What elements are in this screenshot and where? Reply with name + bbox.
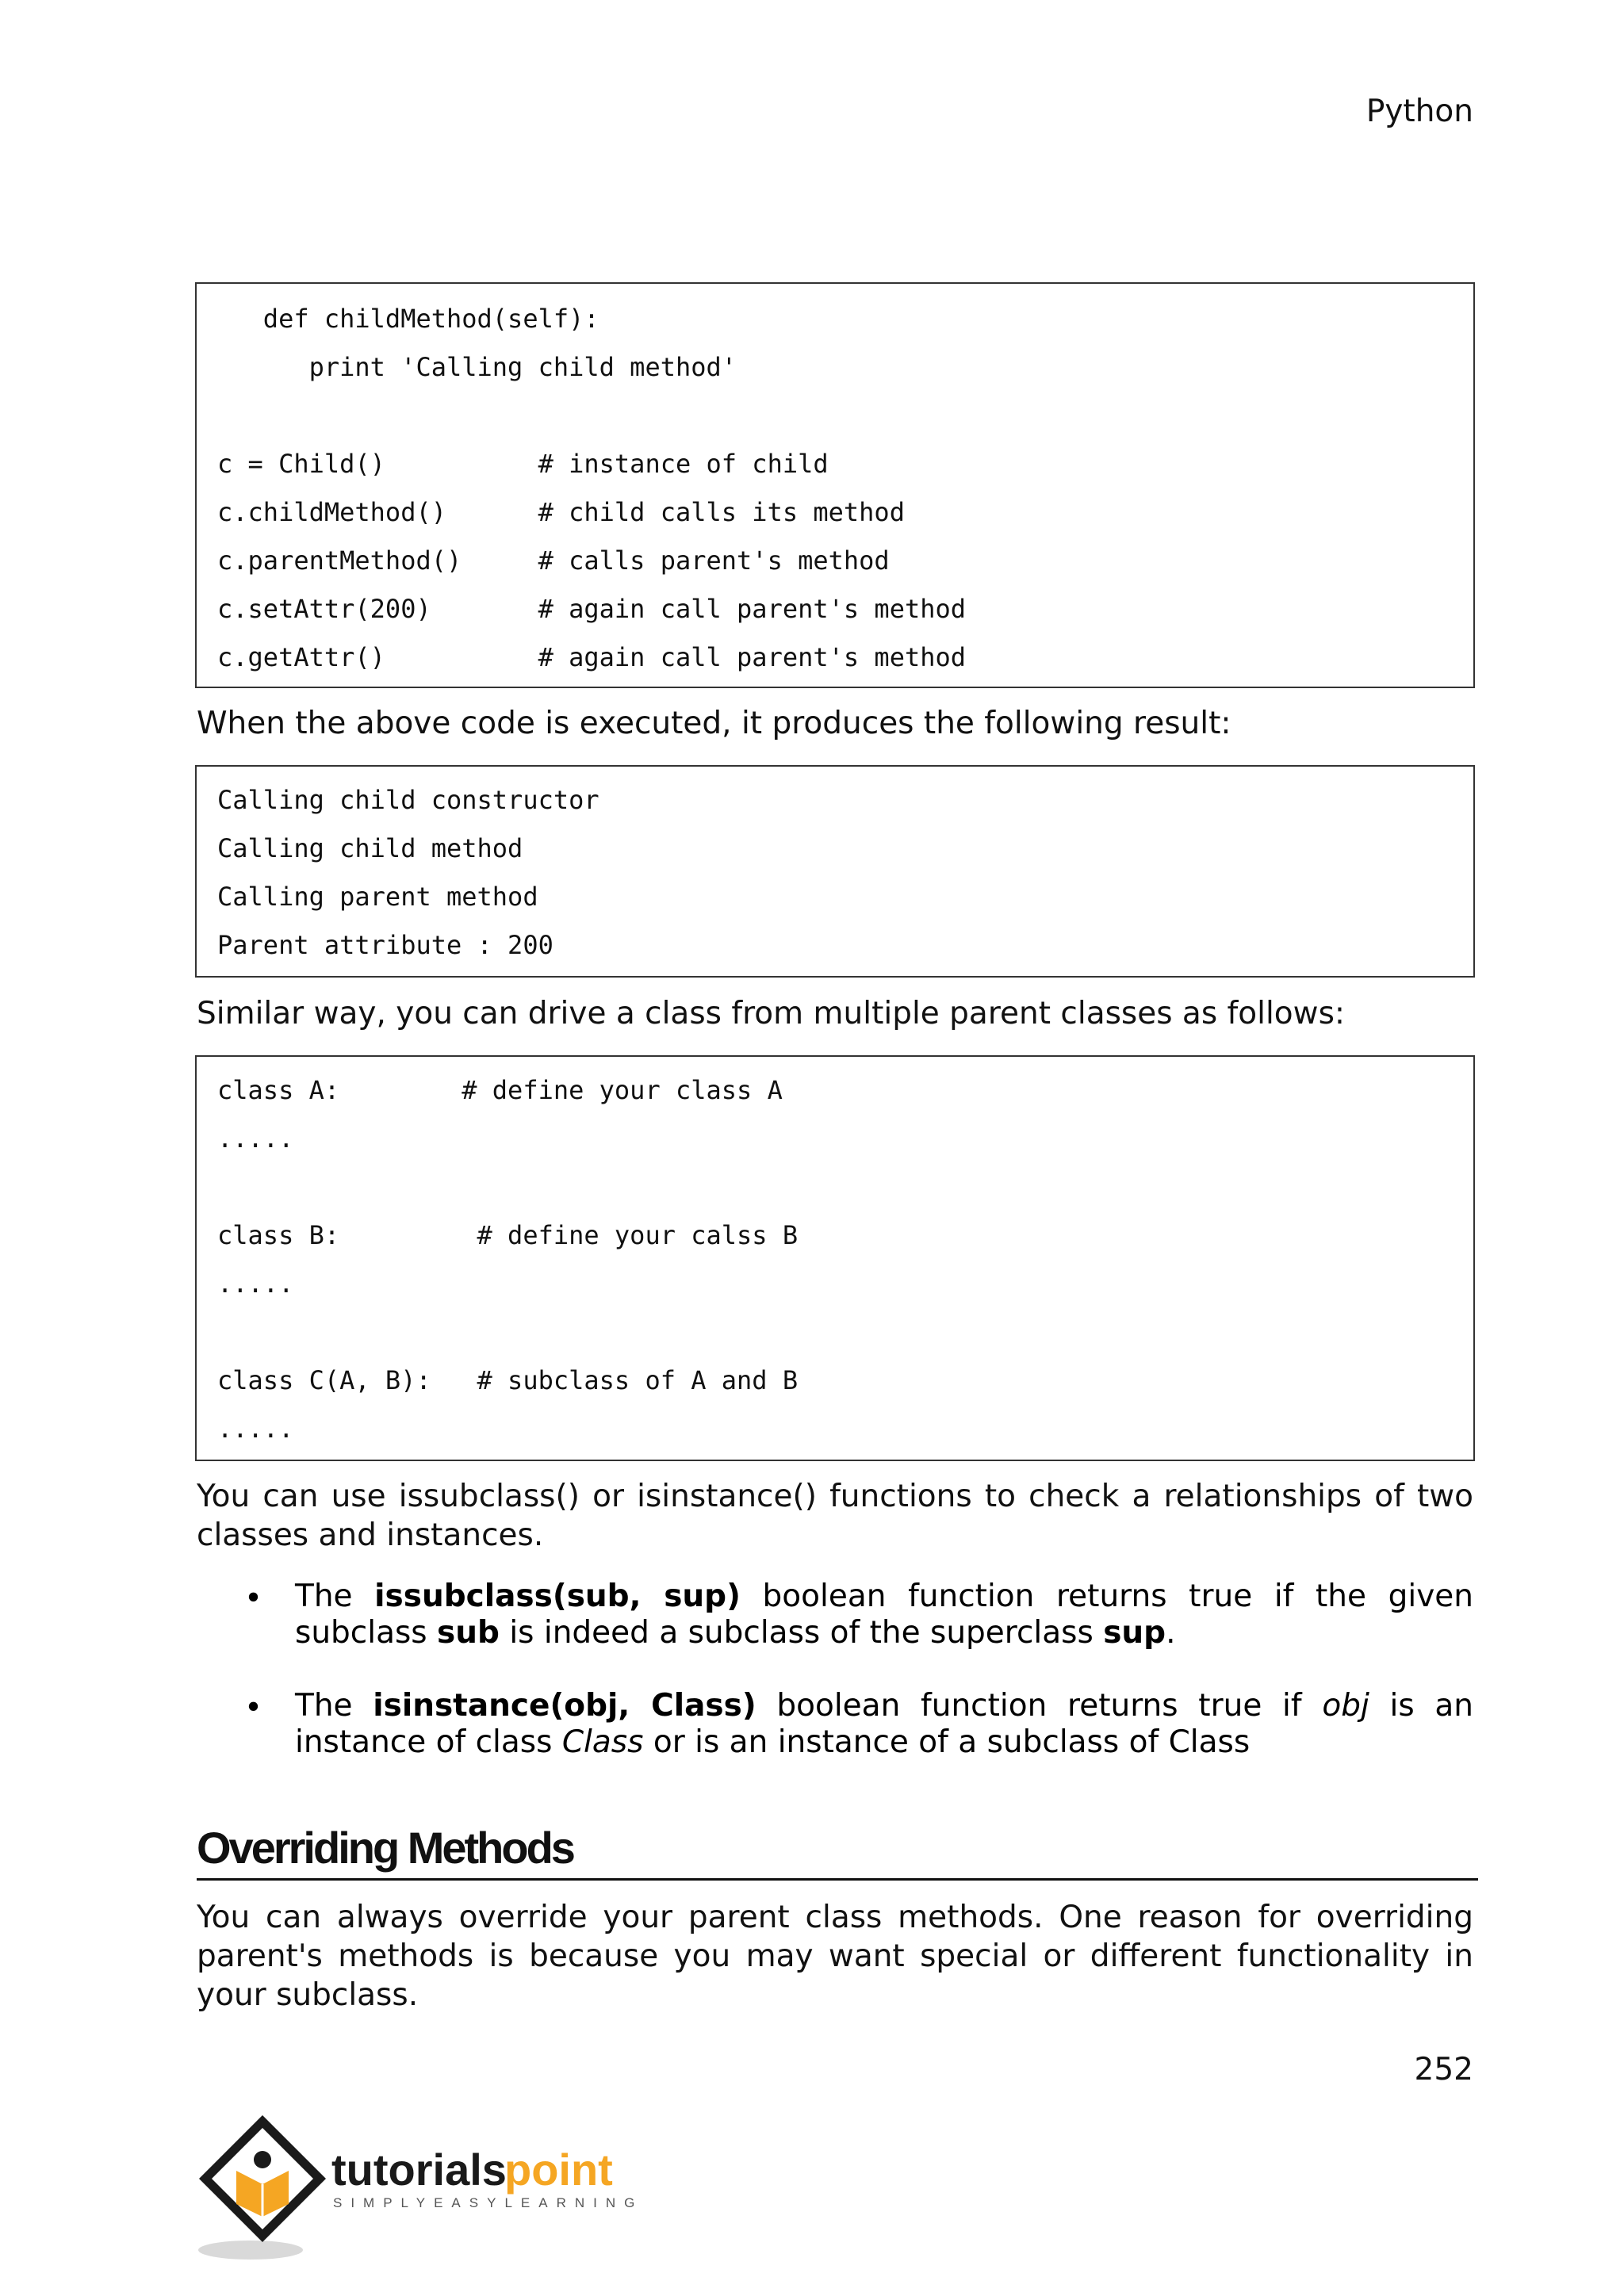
bullet-bold-term: sup <box>1103 1615 1166 1651</box>
code-line: c = Child() # instance of child <box>217 449 829 479</box>
logo-tagline: SIMPLYEASYLEARNING <box>333 2195 644 2210</box>
bullet-marker: • <box>244 1581 263 1617</box>
code-line: c.childMethod() # child calls its method <box>217 497 905 527</box>
output-block <box>195 765 1475 978</box>
bullet-italic-term: obj <box>1322 1688 1369 1724</box>
code-line: class A: # define your class A <box>217 1075 783 1105</box>
tutorialspoint-logo <box>195 2109 687 2267</box>
output-line: Parent attribute : 200 <box>217 930 553 960</box>
bullet-bold-term: isinstance(obj, Class) <box>373 1688 756 1724</box>
paragraph-functions-intro: You can use issubclass() or isinstance() functions to check a relationships of two classes and instances. <box>197 1479 1473 1553</box>
bullet-text-part: boolean function returns true if <box>756 1688 1323 1724</box>
code-line: ..... <box>217 1123 294 1154</box>
bullet-text-part: boolean function returns true if the given subclass <box>295 1578 1474 1651</box>
bullet-issubclass <box>295 1578 1473 1651</box>
bullet-text-part: is indeed a subclass of the superclass <box>499 1615 1104 1651</box>
logo-wordmark-main: tutorials <box>331 2145 507 2195</box>
output-line: Calling child constructor <box>217 785 599 815</box>
code-line: def childMethod(self): <box>217 304 599 334</box>
code-line: c.setAttr(200) # again call parent's method <box>217 594 967 624</box>
bullet-isinstance <box>295 1688 1473 1761</box>
bullet-text-part: is an instance of class <box>295 1688 1473 1760</box>
logo-wordmark-accent: point <box>504 2145 613 2195</box>
code-block-child-method <box>195 282 1475 688</box>
code-line: c.getAttr() # again call parent's method <box>217 642 967 672</box>
bullet-marker: • <box>244 1690 263 1726</box>
logo-person-head <box>254 2151 271 2168</box>
paragraph-overriding: You can always override your parent class methods. One reason for overriding parent's methods is because you may want special or different functionality in your subclass. <box>197 1900 1473 2013</box>
code-line: ..... <box>217 1269 294 1299</box>
page-number: 252 <box>1414 2052 1473 2087</box>
code-line: class B: # define your calss B <box>217 1220 799 1250</box>
bullet-text-part: The <box>295 1578 375 1614</box>
code-line: ..... <box>217 1414 294 1444</box>
heading-underline <box>197 1878 1478 1881</box>
paragraph-result-intro: When the above code is executed, it produces the following result: <box>197 706 1231 741</box>
bullet-text-part: . <box>1166 1615 1176 1651</box>
section-heading: Overriding Methods <box>197 1823 573 1873</box>
code-line: c.parentMethod() # calls parent's method <box>217 545 890 576</box>
bullet-bold-term: issubclass(sub, sup) <box>374 1578 741 1614</box>
bullet-text-part: The <box>295 1688 373 1724</box>
code-block-multiple-inheritance <box>195 1055 1475 1461</box>
bullet-bold-term: sub <box>437 1615 500 1651</box>
paragraph-multiple-inheritance: Similar way, you can drive a class from multiple parent classes as follows: <box>197 996 1346 1031</box>
output-line: Calling parent method <box>217 882 538 912</box>
output-line: Calling child method <box>217 833 523 863</box>
code-line: class C(A, B): # subclass of A and B <box>217 1365 799 1395</box>
bullet-italic-term: Class <box>561 1724 644 1760</box>
bullet-text-part: or is an instance of a subclass of Class <box>643 1724 1251 1760</box>
code-line: print 'Calling child method' <box>217 352 737 382</box>
running-header: Python <box>1365 94 1473 129</box>
logo-shadow <box>198 2241 303 2260</box>
